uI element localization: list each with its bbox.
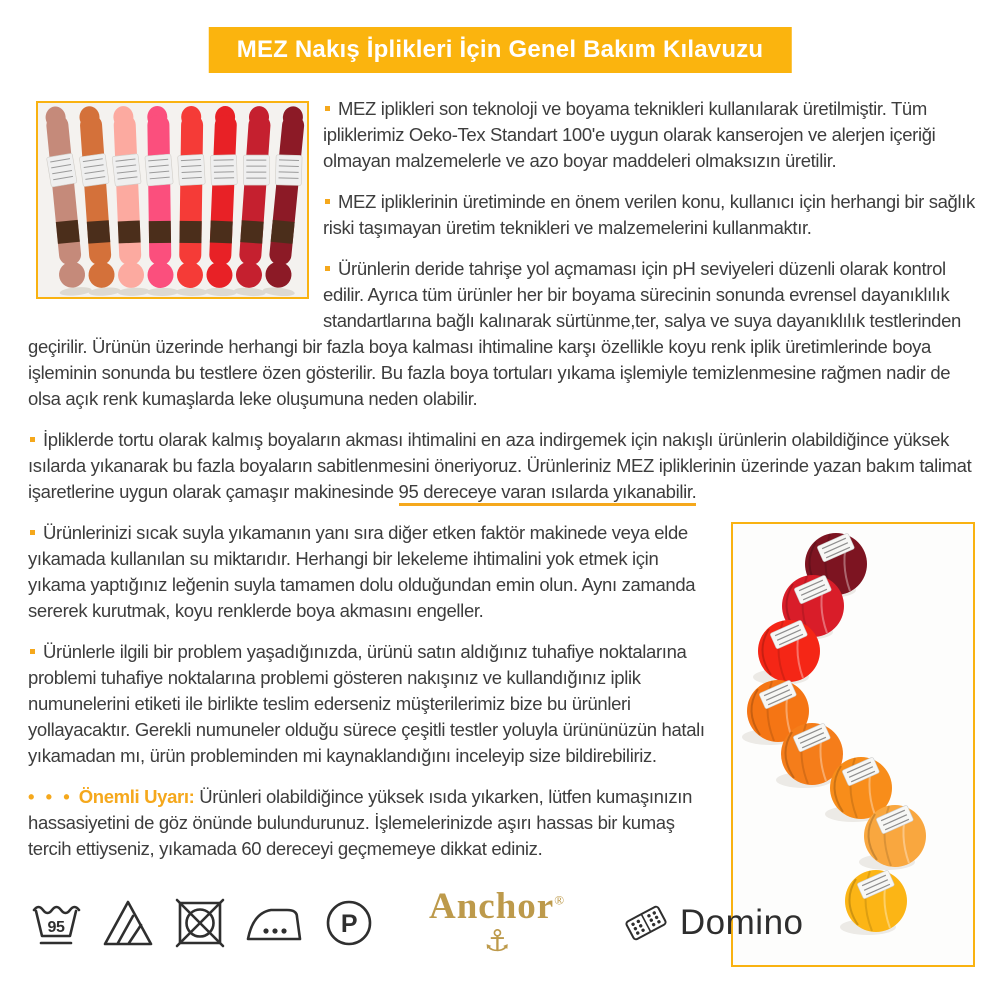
anchor-logo [429, 888, 565, 957]
page-title: MEZ Nakış İplikleri İçin Genel Bakım Kılavuzu [236, 36, 764, 63]
wash-95-icon [28, 895, 84, 951]
domino-wordmark: Domino [679, 903, 804, 942]
paragraph-text: MEZ iplikleri son teknoloji ve boyama teknikleri kullanılarak üretilmiştir. Tüm ipliklerimiz Oeko-Tex Standart 100'e uygun olarak kanserojen ve alerjen içeriği olmayan malzemelerle ve azo boyar maddeleri olmaksızın üretilir. [323, 98, 936, 171]
warning-dots-icon: • • • [28, 786, 73, 807]
bullet-icon [30, 437, 35, 442]
bullet-icon [30, 649, 35, 654]
skeins-photo-illustration [38, 103, 307, 297]
anchor-wordmark: Anchor® [428, 886, 566, 927]
bullet-icon [325, 266, 330, 271]
warning-text: Ürünleri olabildiğince yüksek ısıda yıkarken, lütfen kumaşınızın hassasiyetini de göz önünde bulundurunuz. İşlemelerinizde aşırı hassas bir kumaş tercih ettiyseniz, yıkamada 60 dereceyi geçmemeye dikkat ediniz. [28, 786, 693, 859]
bleach-triangle-icon [100, 895, 156, 951]
skeins-photo [36, 101, 309, 299]
bullet-icon [325, 106, 330, 111]
dry-clean-icon [321, 895, 377, 951]
warning-label: Önemli Uyarı: [78, 786, 195, 807]
paragraph-text: MEZ ipliklerinin üretiminde en önem verilen konu, kullanıcı için herhangi bir sağlık riski taşımayan üretim teknikleri ve malzemelerini kullanmaktır. [323, 191, 975, 238]
domino-logo [622, 902, 804, 944]
header-banner [209, 27, 792, 73]
iron-icon [243, 895, 305, 951]
paragraph-text: İpliklerde tortu olarak kalmış boyaların akması ihtimalini en aza indirgemek için nakışlı ürünlerin olabildiğince yüksek ısılarda yıkanarak bu fazla boyaların sabitlenmesini öneriyoruz. Ürünleriniz MEZ ipliklerinin üzerinde yazan bakım talimat işaretlerine uygun olarak çamaşır makinesinde [28, 429, 972, 502]
bullet-paragraph-wash [28, 427, 975, 505]
anchor-icon: ⚓ [483, 924, 511, 959]
registered-mark: ® [554, 892, 566, 908]
wash-temp-underline: 95 dereceye varan ısılarda yıkanabilir. [399, 481, 697, 506]
paragraph-text: Ürünlerinizi sıcak suyla yıkamanın yanı sıra diğer etken faktör makinede veya elde yıkamada kullanılan su miktarıdır. Herhangi bir lekeleme ihtimalini yok etmek için yıkama yaptığınız leğenin suyla tamamen dolu olduğundan emin olun. Aynı zamanda sererek kurutmak, koyu renklerde boya akmasını engeller. [28, 522, 696, 621]
paragraph-text: Ürünlerle ilgili bir problem yaşadığınızda, ürünü satın aldığınız tuhafiye noktalarına problemi tuhafiye noktalarına problemi gösteren nakışınız ve kullandığınız iplik numunelerini etiketi ile birlikte teslim ederseniz müşterilerimiz bize bu ürünleri yollayacaktır. Gerekli numuneler olduğu sürece çeşitli testler yoluyla ürününüzün hatalı yıkamadan mı, ürün probleminden mi kaynaklandığını inceleyip size bildirebiliriz. [28, 641, 705, 766]
domino-tile-icon [622, 902, 670, 944]
do-not-tumble-dry-icon [172, 895, 228, 951]
content-area [28, 96, 975, 975]
bullet-icon [30, 530, 35, 535]
svg-text:P: P [341, 909, 358, 938]
bullet-icon [325, 199, 330, 204]
paragraph-text: Ürünlerin deride tahrişe yol açmaması için pH seviyeleri düzenli olarak kontrol edilir. Ayrıca tüm ürünler her bir boyama sürecinin sonunda evrensel dayanıklılık standartlarına bağlı kalınarak sürtünme,ter, salya ve suya dayanıklılık testlerinden geçirilir. Ürünün üzerinde herhangi bir fazla boya kalması ihtimaline karşı özellikle koyu renk iplik üretimlerinde boya işleminin sonunda bu testlere özen gösterilir. Bu fazla boya tortuları yıkama işlemiyle temizlenmesine rağmen nadir de olsa açık renk kumaşlarda leke oluşumuna neden olabilir. [28, 258, 961, 409]
svg-text:95: 95 [47, 918, 65, 936]
